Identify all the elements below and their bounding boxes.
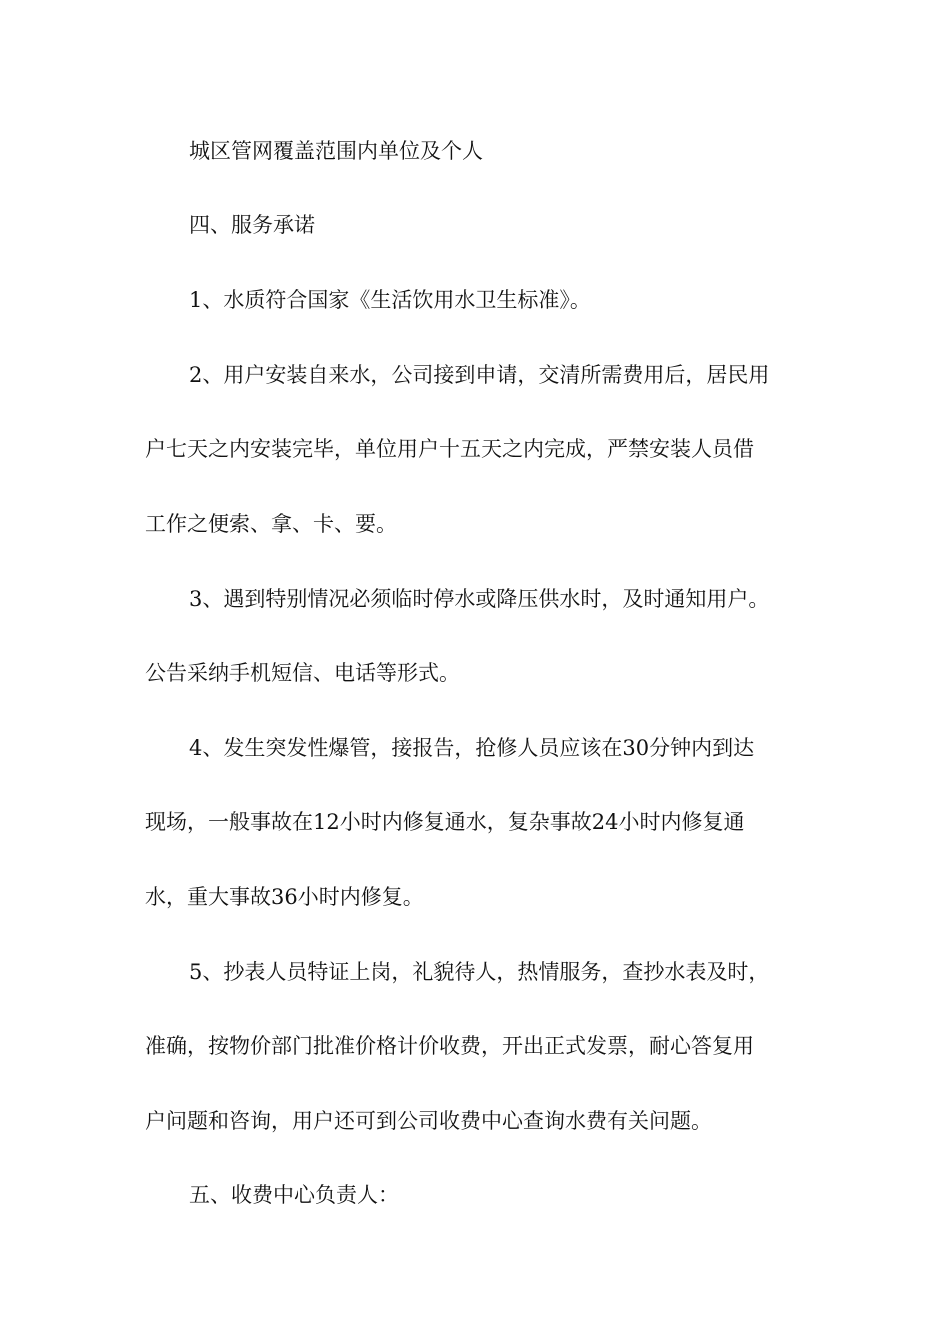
section-heading-service-commitment: 四、服务承诺 [189,213,315,237]
paragraph-line-water-quality: 1、水质符合国家《生活饮用水卫生标准》。 [189,288,591,312]
section-heading-billing-center-manager: 五、收费中心负责人： [189,1183,399,1207]
paragraph-line-installation-2: 户七天之内安装完毕，单位用户十五天之内完成，严禁安装人员借 [145,437,754,461]
paragraph-line-meter-reading-3: 户问题和咨询，用户还可到公司收费中心查询水费有关问题。 [145,1109,712,1133]
paragraph-line-pipe-burst-1: 4、发生突发性爆管，接报告，抢修人员应该在30分钟内到达 [189,736,755,760]
paragraph-line-meter-reading-2: 准确，按物价部门批准价格计价收费，开出正式发票，耐心答复用 [145,1034,754,1058]
paragraph-line-installation-1: 2、用户安装自来水，公司接到申请，交清所需费用后，居民用 [189,363,770,387]
paragraph-line-service-scope: 城区管网覆盖范围内单位及个人 [189,139,483,163]
paragraph-line-water-outage-2: 公告采纳手机短信、电话等形式。 [145,661,460,685]
paragraph-line-pipe-burst-3: 水，重大事故36小时内修复。 [145,885,424,909]
paragraph-line-water-outage-1: 3、遇到特别情况必须临时停水或降压供水时，及时通知用户。 [189,587,770,611]
paragraph-line-pipe-burst-2: 现场，一般事故在12小时内修复通水，复杂事故24小时内修复通 [145,810,745,834]
paragraph-line-installation-3: 工作之便索、拿、卡、要。 [145,512,397,536]
paragraph-line-meter-reading-1: 5、抄表人员特证上岗，礼貌待人，热情服务，查抄水表及时， [189,960,770,984]
